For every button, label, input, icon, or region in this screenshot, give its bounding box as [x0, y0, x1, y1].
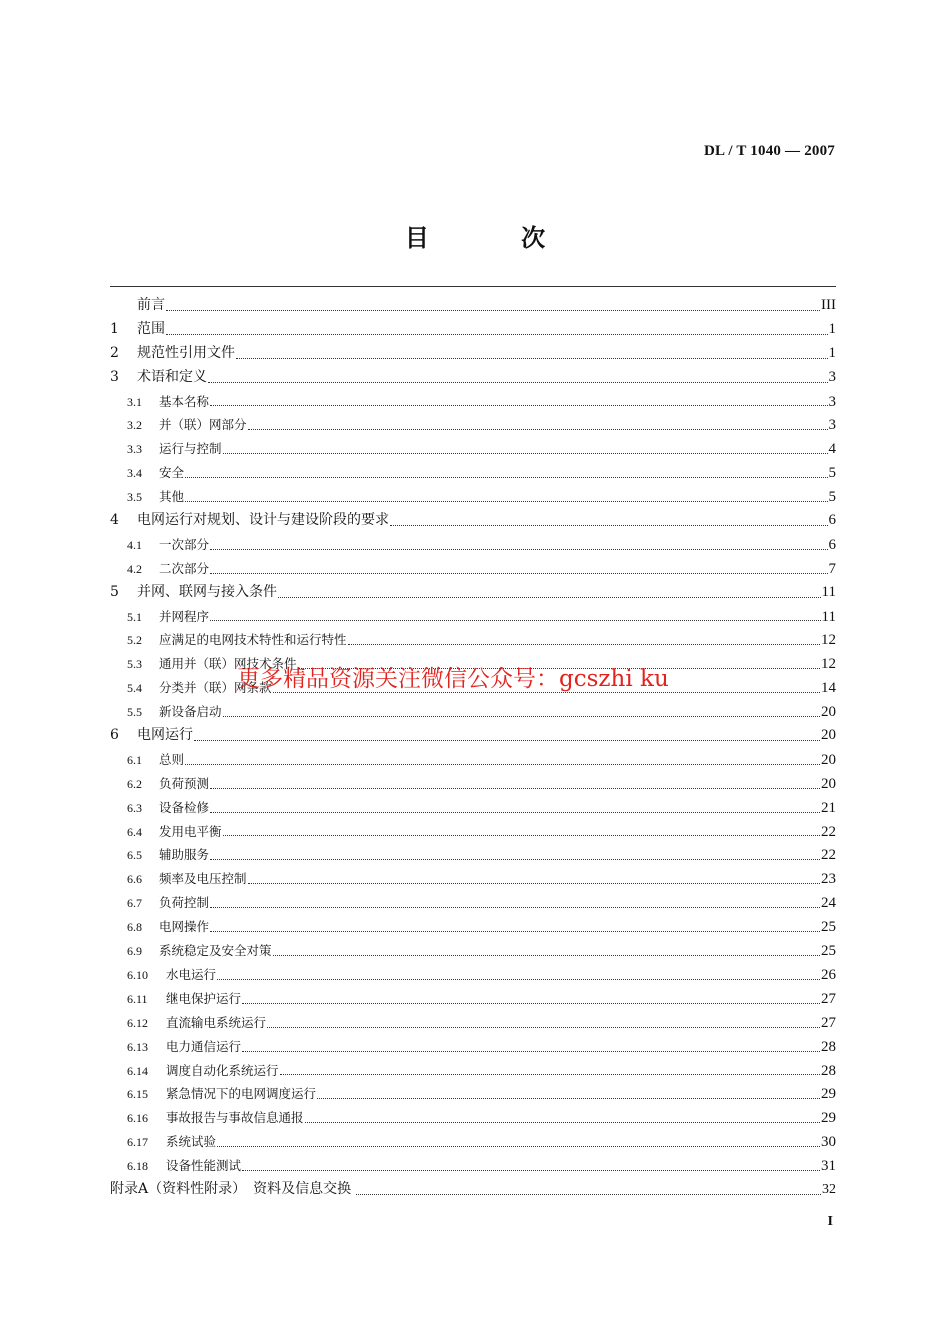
toc-entry[interactable] — [110, 390, 836, 414]
toc-entry-label: 一次部分 — [159, 536, 210, 552]
toc-entry-label: 电网运行 — [137, 727, 193, 744]
toc-entry[interactable] — [110, 1082, 836, 1106]
toc-entry[interactable] — [110, 437, 836, 461]
toc-entry-label: 电网操作 — [159, 919, 210, 935]
toc-dot-leader — [210, 573, 827, 574]
toc-entry[interactable] — [110, 1035, 836, 1059]
toc-entry-label: 电网运行对规划、设计与建设阶段的要求 — [137, 512, 389, 529]
toc-entry-number: 6.2 — [127, 776, 142, 791]
toc-dot-leader — [210, 405, 827, 406]
toc-entry-page: 20 — [821, 751, 836, 768]
table-of-contents — [110, 294, 836, 1202]
toc-entry-page: 29 — [821, 1110, 836, 1127]
toc-entry-number: 6.4 — [127, 824, 142, 839]
toc-entry-number: 4.2 — [127, 561, 142, 576]
toc-entry-label: 并网程序 — [159, 608, 210, 624]
toc-dot-leader — [210, 620, 821, 621]
toc-entry-number: 5 — [110, 583, 119, 600]
toc-dot-leader — [210, 788, 820, 789]
toc-dot-leader — [305, 1122, 820, 1123]
toc-dot-leader — [210, 812, 820, 813]
toc-entry-number: 6.7 — [127, 896, 142, 911]
toc-dot-leader — [223, 835, 820, 836]
toc-dot-leader — [217, 1146, 820, 1147]
toc-entry-page: 25 — [821, 919, 836, 936]
toc-entry-page: 11 — [821, 583, 836, 600]
toc-dot-leader — [185, 764, 820, 765]
toc-entry-number: 5.3 — [127, 657, 142, 672]
toc-entry-number: 2 — [110, 344, 119, 361]
page-number: I — [827, 1214, 833, 1229]
toc-top-rule — [110, 286, 836, 287]
toc-dot-leader — [248, 883, 820, 884]
toc-dot-leader — [166, 334, 828, 335]
toc-entry-number: 6.17 — [127, 1135, 148, 1150]
toc-dot-leader — [280, 1074, 820, 1075]
toc-entry[interactable] — [110, 772, 836, 796]
toc-entry-label: 频率及电压控制 — [159, 871, 247, 887]
toc-entry-number: 5.4 — [127, 681, 142, 696]
toc-entry-label: 新设备启动 — [159, 704, 222, 720]
toc-entry[interactable] — [110, 963, 836, 987]
toc-entry-page: 30 — [821, 1134, 836, 1151]
toc-dot-leader — [210, 549, 827, 550]
toc-entry-page: 25 — [821, 943, 836, 960]
toc-dot-leader — [356, 1194, 821, 1195]
toc-entry[interactable] — [110, 700, 836, 724]
toc-entry-page: 5 — [828, 465, 836, 482]
toc-entry-number: 6.9 — [127, 944, 142, 959]
toc-entry-label: 基本名称 — [159, 393, 210, 409]
toc-entry-label: 继电保护运行 — [166, 990, 242, 1006]
toc-entry[interactable] — [110, 724, 836, 748]
toc-entry-number: 1 — [110, 320, 119, 337]
toc-entry-label: 负荷控制 — [159, 895, 210, 911]
toc-entry[interactable] — [110, 461, 836, 485]
toc-entry[interactable] — [110, 509, 836, 533]
toc-entry[interactable] — [110, 891, 836, 915]
toc-entry-label: 发用电平衡 — [159, 823, 222, 839]
toc-entry-page: 21 — [821, 799, 836, 816]
toc-dot-leader — [223, 716, 820, 717]
toc-entry-page: 22 — [821, 823, 836, 840]
toc-dot-leader — [267, 1027, 820, 1028]
toc-entry-page: 1 — [828, 320, 836, 337]
toc-entry-label: 其他 — [159, 489, 185, 505]
toc-entry-page: 27 — [821, 1014, 836, 1031]
toc-dot-leader — [194, 740, 820, 741]
toc-entry-page: 5 — [828, 489, 836, 506]
toc-dot-leader — [166, 310, 820, 311]
toc-entry-page: 3 — [828, 393, 836, 410]
toc-entry[interactable] — [110, 1178, 836, 1202]
toc-entry[interactable] — [110, 557, 836, 581]
toc-entry-label: 通用并（联）网技术条件 — [159, 656, 297, 672]
toc-dot-leader — [210, 859, 820, 860]
toc-entry-label: 负荷预测 — [159, 775, 210, 791]
toc-entry-number: 5.2 — [127, 633, 142, 648]
toc-entry-page: 12 — [821, 632, 836, 649]
toc-entry-label: 规范性引用文件 — [137, 344, 235, 361]
toc-entry-page: 7 — [828, 560, 836, 577]
toc-entry-number: 6 — [110, 727, 119, 744]
toc-entry-label: 前言 — [137, 297, 165, 313]
toc-entry[interactable] — [110, 820, 836, 844]
toc-entry-label: 安全 — [159, 465, 185, 481]
toc-entry[interactable] — [110, 1059, 836, 1083]
toc-entry-page: 3 — [828, 368, 836, 385]
toc-entry-label: 紧急情况下的电网调度运行 — [166, 1086, 317, 1102]
toc-entry-page: 6 — [828, 536, 836, 553]
toc-entry[interactable] — [110, 485, 836, 509]
toc-entry-number: 6.6 — [127, 872, 142, 887]
toc-entry-page: 1 — [828, 344, 836, 361]
toc-entry-page: 32 — [822, 1181, 836, 1197]
toc-dot-leader — [210, 907, 820, 908]
toc-entry[interactable] — [110, 1106, 836, 1130]
toc-entry-number: 6.3 — [127, 800, 142, 815]
toc-entry-label: 应满足的电网技术特性和运行特性 — [159, 632, 347, 648]
toc-entry[interactable] — [110, 342, 836, 366]
toc-entry[interactable] — [110, 1130, 836, 1154]
toc-entry-label: 运行与控制 — [159, 441, 222, 457]
toc-dot-leader — [217, 979, 820, 980]
toc-dot-leader — [317, 1098, 820, 1099]
toc-entry[interactable] — [110, 843, 836, 867]
toc-entry-number: 4 — [110, 512, 119, 529]
toc-entry-label: 电力通信运行 — [166, 1038, 242, 1054]
toc-dot-leader — [185, 477, 827, 478]
toc-entry-label: 事故报告与事故信息通报 — [166, 1110, 304, 1126]
toc-entry-label: 并网、联网与接入条件 — [137, 583, 277, 600]
toc-entry-number: 5.5 — [127, 705, 142, 720]
toc-entry-label: 范围 — [137, 320, 165, 337]
toc-entry-label: 水电运行 — [166, 966, 217, 982]
toc-entry[interactable] — [110, 939, 836, 963]
toc-entry-number: 6.5 — [127, 848, 142, 863]
toc-entry-number: 6.15 — [127, 1087, 148, 1102]
toc-entry-number: 3.5 — [127, 490, 142, 505]
toc-entry-number: 5.1 — [127, 609, 142, 624]
toc-dot-leader — [242, 1051, 820, 1052]
toc-entry[interactable] — [110, 1154, 836, 1178]
toc-entry-number: 6.14 — [127, 1063, 148, 1078]
toc-entry-number: 6.16 — [127, 1111, 148, 1126]
toc-dot-leader — [223, 453, 828, 454]
toc-entry-page: III — [821, 297, 836, 313]
toc-entry-page: 29 — [821, 1086, 836, 1103]
toc-entry-page: 20 — [821, 727, 836, 744]
toc-entry-number: 3.2 — [127, 418, 142, 433]
toc-entry-page: 20 — [821, 704, 836, 721]
toc-entry[interactable] — [110, 987, 836, 1011]
toc-entry-number: 3 — [110, 368, 119, 385]
toc-entry[interactable] — [110, 413, 836, 437]
toc-entry-page: 28 — [821, 1062, 836, 1079]
toc-entry[interactable] — [110, 628, 836, 652]
toc-dot-leader — [278, 597, 821, 598]
toc-entry[interactable] — [110, 867, 836, 891]
toc-entry-number: 3.4 — [127, 466, 142, 481]
toc-entry[interactable] — [110, 294, 836, 318]
toc-dot-leader — [242, 1170, 820, 1171]
toc-entry-label: 总则 — [159, 751, 185, 767]
standard-code: DL / T 1040 — 2007 — [704, 143, 835, 159]
toc-entry-page: 26 — [821, 966, 836, 983]
toc-entry-page: 20 — [821, 775, 836, 792]
toc-entry-label: 附录A（资料性附录） 资料及信息交换 — [110, 1180, 352, 1197]
toc-entry-label: 直流输电系统运行 — [166, 1014, 267, 1030]
toc-entry-number: 4.1 — [127, 537, 142, 552]
toc-dot-leader — [208, 382, 828, 383]
toc-entry-label: 系统试验 — [166, 1134, 217, 1150]
toc-entry-number: 6.13 — [127, 1039, 148, 1054]
toc-dot-leader — [273, 955, 820, 956]
toc-dot-leader — [390, 525, 828, 526]
toc-entry-label: 术语和定义 — [137, 368, 207, 385]
toc-entry-label: 设备检修 — [159, 799, 210, 815]
toc-entry[interactable] — [110, 366, 836, 390]
toc-dot-leader — [236, 358, 828, 359]
toc-entry[interactable] — [110, 915, 836, 939]
toc-dot-leader — [210, 931, 820, 932]
toc-entry-label: 分类并（联）网条款 — [159, 680, 272, 696]
toc-entry-page: 12 — [821, 656, 836, 673]
toc-entry[interactable] — [110, 748, 836, 772]
toc-entry-number: 6.11 — [127, 991, 148, 1006]
toc-entry[interactable] — [110, 605, 836, 629]
toc-entry-number: 3.3 — [127, 442, 142, 457]
toc-entry-page: 24 — [821, 895, 836, 912]
toc-entry-label: 系统稳定及安全对策 — [159, 943, 272, 959]
toc-entry[interactable] — [110, 581, 836, 605]
toc-entry-label: 辅助服务 — [159, 847, 210, 863]
toc-entry-page: 6 — [828, 512, 836, 529]
toc-entry-number: 6.18 — [127, 1159, 148, 1174]
toc-dot-leader — [248, 429, 828, 430]
toc-entry-page: 4 — [828, 441, 836, 458]
toc-dot-leader — [348, 644, 820, 645]
toc-entry-label: 设备性能测试 — [166, 1158, 242, 1174]
toc-entry-label: 并（联）网部分 — [159, 417, 247, 433]
toc-entry-page: 3 — [828, 417, 836, 434]
toc-entry[interactable] — [110, 318, 836, 342]
toc-entry-number: 6.12 — [127, 1015, 148, 1030]
toc-dot-leader — [242, 1003, 820, 1004]
toc-entry-number: 6.8 — [127, 920, 142, 935]
toc-entry-page: 23 — [821, 871, 836, 888]
toc-entry-page: 14 — [821, 680, 836, 697]
toc-entry-label: 调度自动化系统运行 — [166, 1062, 279, 1078]
toc-entry-number: 6.1 — [127, 752, 142, 767]
watermark-text: 更多精品资源关注微信公众号：gcszhi ku — [237, 666, 669, 692]
toc-entry-label: 二次部分 — [159, 560, 210, 576]
toc-entry[interactable] — [110, 1011, 836, 1035]
toc-entry-page: 28 — [821, 1038, 836, 1055]
toc-dot-leader — [185, 501, 827, 502]
toc-entry[interactable] — [110, 796, 836, 820]
toc-entry-page: 22 — [821, 847, 836, 864]
toc-entry-page: 11 — [821, 608, 836, 625]
toc-entry[interactable] — [110, 533, 836, 557]
toc-entry-page: 27 — [821, 990, 836, 1007]
toc-entry-number: 6.10 — [127, 967, 148, 982]
toc-entry-number: 3.1 — [127, 394, 142, 409]
page-title: 目 次 — [404, 224, 588, 252]
toc-entry-page: 31 — [821, 1158, 836, 1175]
